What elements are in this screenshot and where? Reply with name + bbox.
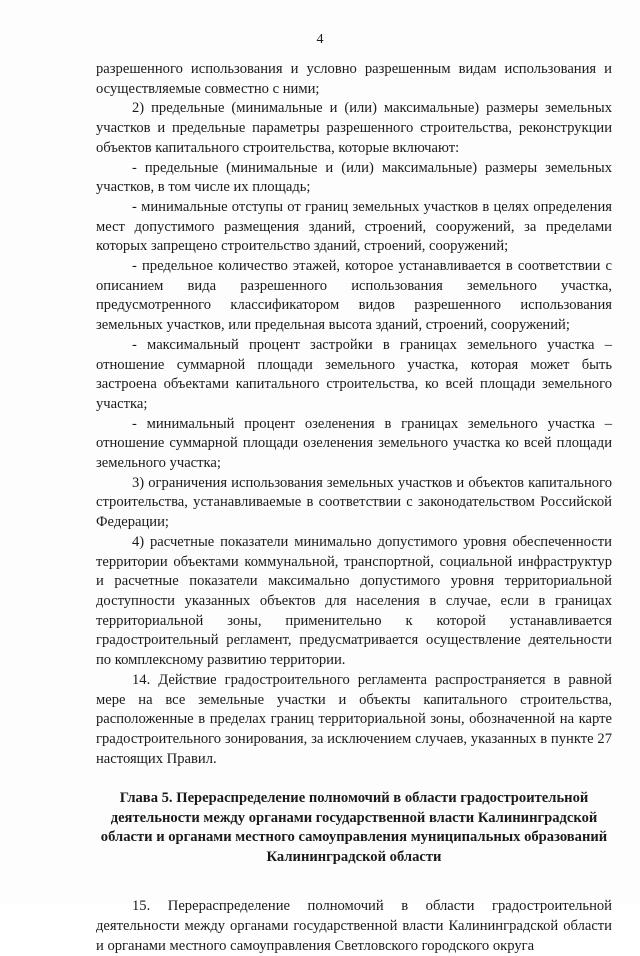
paragraph-10: 14. Действие градостроительного регламента распространяется в равной мере на все земельные участки и объекты капитального строительства, расположенные в пределах границ территориальной зоны, обозначенной на карте градостроительного зонирования, за исключением случаев, указанных в пункте 27 настоящих Правил. [96, 671, 612, 767]
paragraph-5: - предельное количество этажей, которое устанавливается в соответствии с описанием вида разрешенного использования земельного участка, предусмотренного классификатором видов разрешенного использования земельных участков, или предельная высота зданий, строений, сооружений; [96, 258, 612, 334]
document-body [96, 60, 612, 956]
paragraph-3: - предельные (минимальные и (или) максимальные) размеры земельных участков, в том числе их площадь; [96, 159, 612, 196]
page-number: 4 [316, 32, 324, 47]
paragraph-4: - минимальные отступы от границ земельных участков в целях определения мест допустимого размещения зданий, строений, сооружений, за пределами которых запрещено строительство зданий, строений, сооружений; [96, 198, 612, 255]
paragraph-8: 3) ограничения использования земельных участков и объектов капитального строительства, устанавливаемые в соответствии с законодательством Российской Федерации; [96, 474, 612, 531]
final-paragraph: 15. Перераспределение полномочий в области градостроительной деятельности между органами государственной власти Калининградской области и органами местного самоуправления Светловского городского округа [96, 898, 612, 954]
paragraph-1: разрешенного использования и условно разрешенным видам использования и осуществляемые совместно с ними; [96, 61, 612, 97]
chapter-heading: Глава 5. Перераспределение полномочий в области градостроительной деятельности между органами государственной власти Калининградской области и органами местного самоуправления муниципальных образований Калининградской области [100, 790, 608, 865]
paragraph-7: - минимальный процент озеленения в границах земельного участка – отношение суммарной площади озеленения земельного участка ко всей площади земельного участка; [96, 415, 612, 472]
spacer [96, 867, 612, 897]
paragraph-6: - максимальный процент застройки в границах земельного участка – отношение суммарной площади земельного участка, которая может быть застроена объектами капитального строительства, ко всей площади земельного участка; [96, 336, 612, 412]
paragraph-2: 2) предельные (минимальные и (или) максимальные) размеры земельных участков и предельные параметры разрешенного строительства, реконструкции объектов капитального строительства, которые включают: [96, 100, 612, 156]
paragraph-9: 4) расчетные показатели минимально допустимого уровня обеспеченности территории объектами коммунальной, транспортной, социальной инфраструктур и расчетные показатели максимально допустимого уровня территориальной доступности указанных объектов для населения в случае, если в границах территориальной зоны, применительно к которой устанавливается градостроительный регламент, предусматривается осуществление деятельности по комплексному развитию территории. [96, 533, 612, 669]
